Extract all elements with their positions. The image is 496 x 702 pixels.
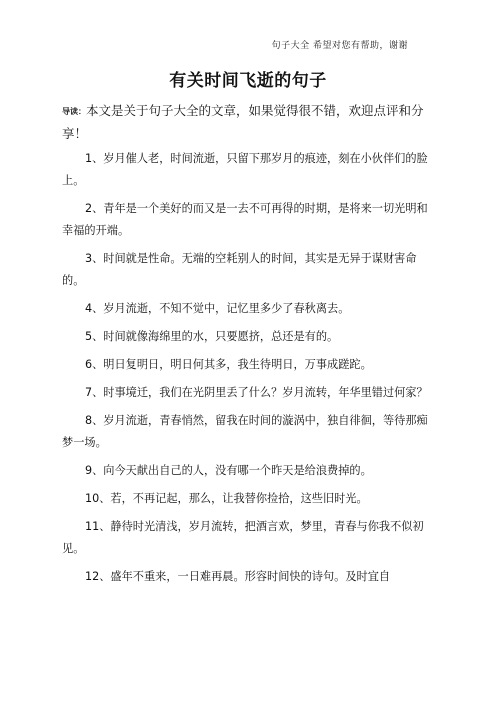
intro-label: 导读： [62, 107, 86, 116]
list-item: 7、时事境迁，我们在光阴里丢了什么？岁月流转，年华里错过何家？ [85, 386, 428, 399]
list-item: 12、盛年不重来，一日难再晨。形容时间快的诗句。及时宜自 [85, 570, 391, 583]
list-item: 9、向今天献出自己的人，没有哪一个昨天是给浪费掉的。 [85, 464, 372, 477]
document-title: 有关时间飞逝的句子 [169, 71, 327, 91]
intro-paragraph [62, 100, 432, 145]
list-item: 8、岁月流逝，青春悄然，留我在时间的漩涡中，独自徘徊，等待那痴梦一场。 [62, 414, 428, 449]
list-item: 11、静待时光清浅，岁月流转，把酒言欢，梦里，青春与你我不似初见。 [62, 520, 424, 555]
list-item: 4、岁月流逝，不知不觉中，记忆里多少了春秋离去。 [85, 302, 350, 315]
list-item: 3、时间就是性命。无端的空耗别人的时间，其实是无异于谋财害命的。 [62, 252, 417, 287]
header-note: 句子大全 希望对您有帮助，谢谢 [271, 41, 408, 51]
list-item: 2、青年是一个美好的而又是一去不可再得的时期，是将来一切光明和幸福的开端。 [62, 202, 428, 237]
list-item: 6、明日复明日，明日何其多，我生待明日，万事成蹉跎。 [85, 358, 372, 371]
list-item: 5、时间就像海绵里的水，只要愿挤，总还是有的。 [85, 330, 339, 343]
list-item: 10、若，不再记起，那么，让我替你捡拾，这些旧时光。 [85, 492, 368, 505]
intro-text: 本文是关于句子大全的文章，如果觉得很不错，欢迎点评和分享！ [62, 103, 424, 141]
list-item: 1、岁月催人老，时间流逝，只留下那岁月的痕迹，刻在小伙伴们的脸上。 [62, 152, 428, 187]
document-body [62, 100, 432, 594]
